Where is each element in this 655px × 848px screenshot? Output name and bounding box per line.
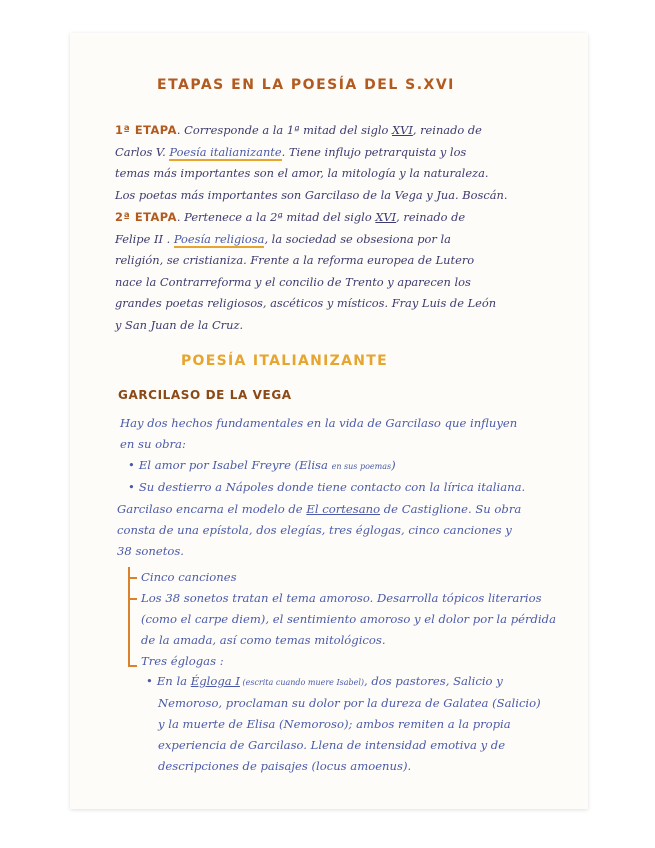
bullet-icon: • (128, 458, 135, 472)
tree-tick (128, 577, 137, 579)
underlined-title: El cortesano (306, 502, 381, 516)
highlight-poesia-italianizante: Poesía italianizante (169, 144, 282, 159)
etapa-2-label: 2ª ETAPA (115, 210, 177, 224)
bullet-icon: • (146, 674, 153, 688)
highlight-poesia-religiosa: Poesía religiosa (173, 231, 265, 246)
underlined-title: Égloga I (190, 674, 240, 688)
list-item: • El amor por Isabel Freyre (Elisa en sus poemas) (128, 458, 396, 472)
list-item: • Su destierro a Nápoles donde tiene contacto con la lírica italiana. (128, 480, 526, 494)
bullet-icon: • (128, 480, 135, 494)
etapa-1-paragraph: 1ª ETAPA. Corresponde a la 1ª mitad del siglo XVI, reinado de Carlos V. Poesía italianizante. Tiene influjo petrarquista y los temas más importantes son el amor, la mitología y la naturaleza. Los poetas más importantes son Garcilaso de la Vega y Jua. Boscán. (115, 123, 508, 202)
obra-paragraph: Garcilaso encarna el modelo de El cortesano de Castiglione. Su obra consta de una epístola, dos elegías, tres églogas, cinco canciones y 38 sonetos. (117, 502, 522, 558)
etapa-2-paragraph: 2ª ETAPA. Pertenece a la 2ª mitad del siglo XVI, reinado de Felipe II . Poesía religiosa, la sociedad se obsesiona por la religión, se cristianiza. Frente a la reforma europea de Lutero nace la Contrarreforma y el concilio de Trento y aparecen los grandes poetas religiosos, ascéticos y místicos. Fray Luis de León y San Juan de la Cruz. (115, 210, 497, 332)
tree-item-canciones: Cinco canciones (141, 570, 237, 584)
tree-tick (128, 665, 137, 667)
bullet-list (128, 455, 525, 498)
century-numeral: XVI (375, 210, 397, 224)
egloga-subitem: • En la Égloga I (escrita cuando muere Isabel), dos pastores, Salicio y Nemoroso, proclaman su dolor por la dureza de Galatea (Salicio) y la muerte de Elisa (Nemoroso); ambos remiten a la propia experiencia de Garcilaso. Llena de intensidad emotiva y de descripciones de paisajes (locus amoenus). (146, 674, 541, 773)
century-numeral: XVI (392, 123, 413, 137)
etapa-1-label: 1ª ETAPA (115, 123, 177, 137)
page-title: ETAPAS EN LA POESÍA DEL S.XVI (157, 77, 455, 93)
intro-paragraph: Hay dos hechos fundamentales en la vida de Garcilaso que influyen en su obra: (120, 416, 518, 451)
tree-item-eglogas: Tres églogas : (141, 654, 224, 668)
section-subtitle: GARCILASO DE LA VEGA (118, 388, 292, 402)
section-title: POESÍA ITALIANIZANTE (181, 353, 388, 369)
tree-tick (128, 598, 137, 600)
tree-bracket (128, 567, 130, 667)
tree-items: Cinco canciones Los 38 sonetos tratan el tema amoroso. Desarrolla tópicos literarios (como el carpe diem), el sentimiento amoroso y el dolor por la pérdida de la amada, así como temas mitológicos. Tres églogas : (141, 567, 556, 672)
